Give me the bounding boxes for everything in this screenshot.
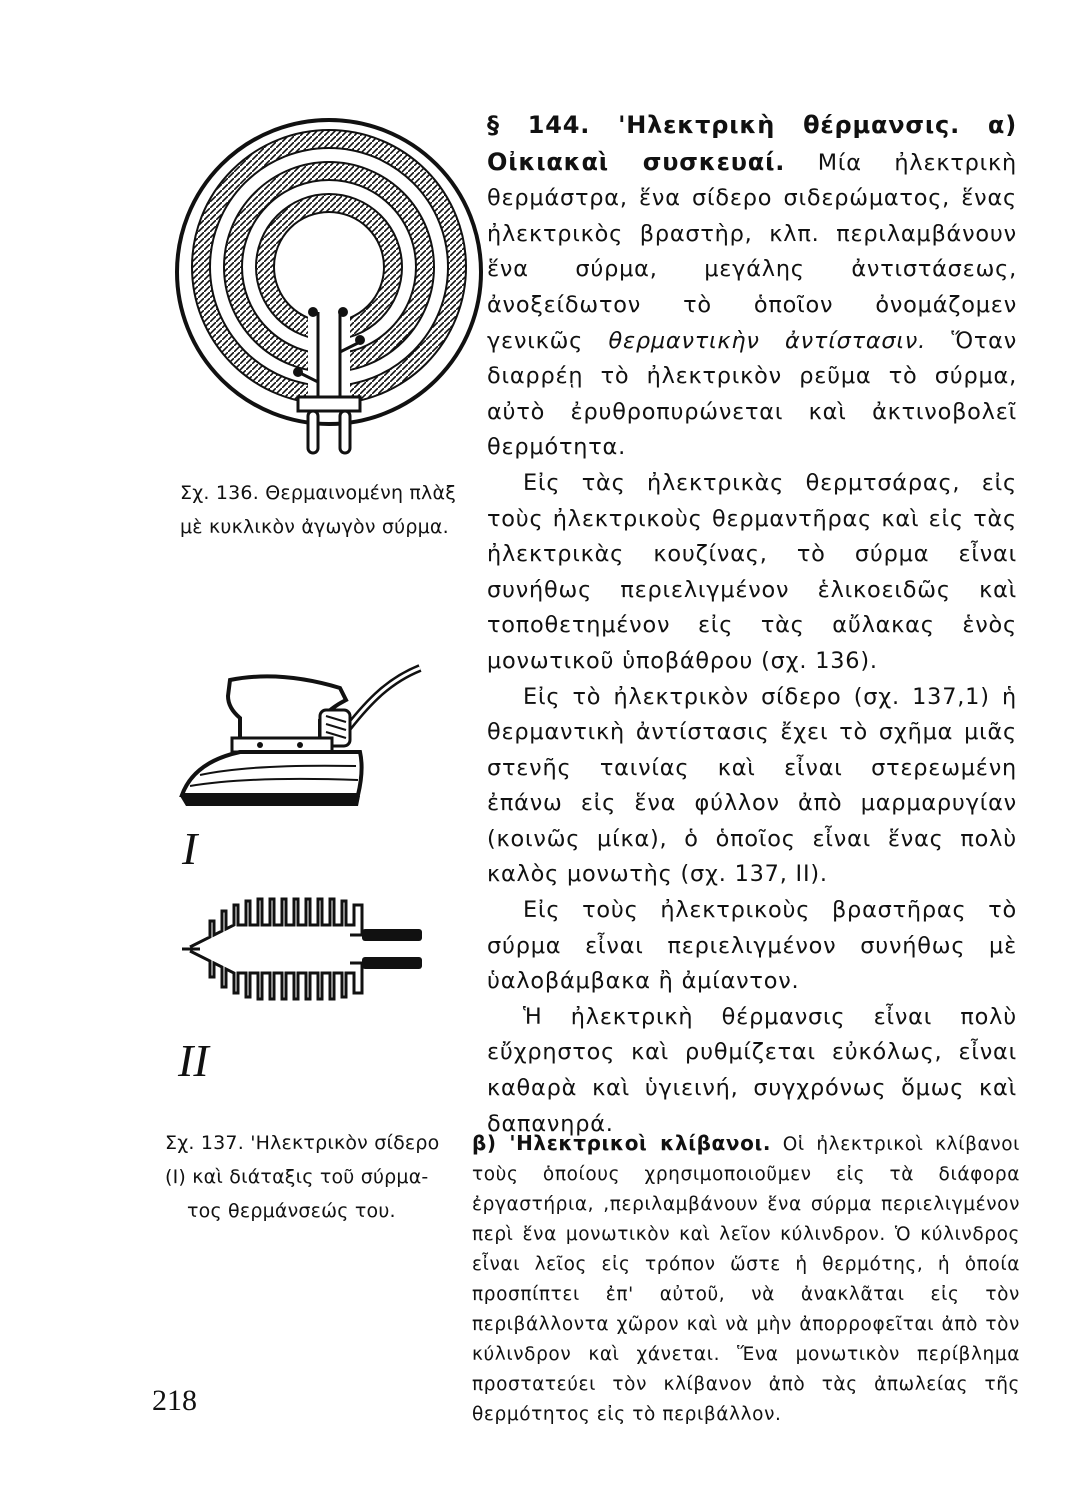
figure-137-caption-line-1: Σχ. 137. 'Ηλεκτρικὸν σίδερο: [165, 1132, 440, 1154]
paragraph-2: Εἰς τὰς ἠλεκτρικὰς θερμτσάρας, εἰς τοὺς ἠλεκτρικοὺς θερμαντῆρας καὶ εἰς τὰς ἠλεκτρικὰς κουζίνας, τὸ σύρμα εἶναι συνήθως περιελιγμένον ἑλικοειδῶς καὶ τοποθετημένον εἰς τὰς αὔλακας ἑνὸς μονωτικοῦ ὑποβάθρου (σχ. 136).: [487, 469, 1017, 674]
page-number: 218: [152, 1384, 197, 1417]
intro-text: Μία ἠλεκτρικὴ θερμάστρα, ἕνα σίδερο σιδερώματος, ἕνας ἠλεκτρικὸς βραστὴρ, κλπ. περιλαμβάνουν ἕνα σύρμα, μεγάλης ἀντιστάσεως, ἀνοξείδωτον τὸ ὁποῖον ὀνομάζομεν γενικῶς: [487, 149, 1017, 354]
paragraph-4: Εἰς τοὺς ἠλεκτρικοὺς βραστῆρας τὸ σύρμα εἶναι περιελιγμένον συνήθως μὲ ὑαλοβάμβακα ἢ ἀμίαντον.: [487, 897, 1017, 995]
figure-label-ii: II: [178, 1035, 209, 1086]
figure-136-caption: Σχ. 136. Θερμαινομένη πλὰξ μὲ κυκλικὸν ἀγωγὸν σύρμα.: [180, 482, 457, 538]
paragraph-intro: [487, 108, 1017, 466]
section-b-block: [160, 1128, 1020, 1430]
section-heading: § 144. 'Ηλεκτρικὴ θέρμανσις. α) Οἰκιακαὶ συσκευαί.: [487, 111, 1017, 176]
main-text-column: [487, 108, 1017, 1142]
electric-iron-illustration: [170, 660, 430, 830]
figure-137-caption-line-3: τος θερμάνσεώς του.: [187, 1200, 396, 1222]
paragraph-5: Ἡ ἠλεκτρικὴ θέρμανσις εἶναι πολὺ εὔχρηστος καὶ ρυθμίζεται εὐκόλως, εἶναι καθαρὰ καὶ ὑγιεινή, συγχρόνως ὅμως καὶ δαπανηρά.: [487, 1003, 1017, 1137]
intro-continuation: Ὅταν διαρρέῃ τὸ ἠλεκτρικὸν ρεῦμα τὸ σύρμα, αὐτὸ ἐρυθροπυρώνεται καὶ ἀκτινοβολεῖ θερμότητα.: [487, 327, 1017, 461]
figure-137-caption-line-2: (Ι) καὶ διάταξις τοῦ σύρμα-: [165, 1166, 429, 1188]
heating-element-figure: [170, 895, 430, 1005]
section-b-paragraph: [160, 1128, 1020, 1430]
heating-plate-figure: [168, 112, 490, 462]
figure-label-i: I: [182, 823, 198, 874]
heating-plate-illustration: [168, 112, 490, 462]
paragraph-3: Εἰς τὸ ἠλεκτρικὸν σίδερο (σχ. 137,1) ἡ θερμαντικὴ ἀντίστασις ἔχει τὸ σχῆμα μιᾶς στενῆς ταινίας καὶ εἶναι στερεωμένη ἐπάνω εἰς ἕνα φύλλον ἀπὸ μαρμαρυγίαν (κοινῶς μίκα), ὁ ὁποῖος εἶναι ἕνας πολὺ καλὸς μονωτὴς (σχ. 137, II).: [487, 683, 1017, 888]
section-b-heading: β) 'Ηλεκτρικοὶ κλίβανοι.: [472, 1131, 772, 1155]
term-text: θερμαντικὴν ἀντίστασιν.: [608, 327, 926, 354]
section-b-text: Οἱ ἠλεκτρικοὶ κλίβανοι τοὺς ὁποίους χρησιμοποιοῦμεν εἰς τὰ διάφορα ἐργαστήρια, ,περιλαμβάνουν ἕνα σύρμα περιελιγμένον περὶ ἕνα μονωτικὸν καὶ λεῖον κύλινδρον. Ὁ κύλινδρος εἶναι λεῖος εἰς τρόπον ὥστε ἡ θερμότης, ἡ ὁποία προσπίπτει ἐπ' αὐτοῦ, νὰ ἀνακλᾶται εἰς τὸν περιβάλλοντα χῶρον καὶ νὰ μὴν ἀπορροφεῖται ἀπὸ τὸν κύλινδρον καὶ χάνεται. Ἕνα μονωτικὸν περίβλημα προστατεύει τὸν κλίβανον ἀπὸ τὰς ἀπωλείας τῆς θερμότητος εἰς τὸ περιβάλλον.: [472, 1134, 1021, 1425]
electric-iron-figure: [170, 660, 430, 830]
heating-element-illustration: [170, 895, 430, 1005]
